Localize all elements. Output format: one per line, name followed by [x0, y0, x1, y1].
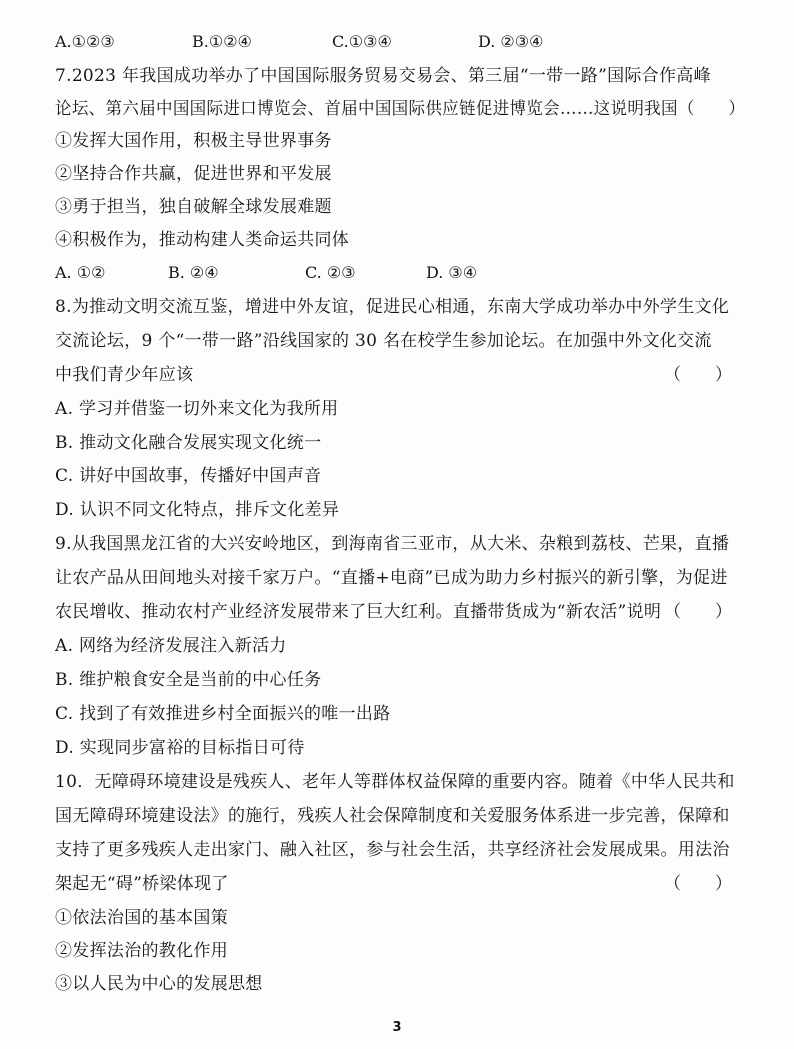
q7-option-c: C. ②③ [305, 263, 356, 282]
q7-item: ②坚持合作共赢，促进世界和平发展 [55, 164, 332, 184]
q9-answer-blank: （ ） [664, 602, 732, 622]
q7-stem-line: 7.2023 年我国成功举办了中国国际服务贸易交易会、第三届“一带一路”国际合作高峰 [55, 66, 711, 86]
q7-stem-line: 论坛、第六届中国国际进口博览会、首届中国国际供应链促进博览会……这说明我国（ ） [55, 99, 746, 119]
q6-option-c: C.①③④ [332, 32, 392, 51]
q8-answer-blank: （ ） [664, 365, 732, 385]
q10-answer-blank: （ ） [664, 874, 732, 894]
q7-option-b: B. ②④ [168, 263, 219, 282]
q9-stem-line: 让农产品从田间地头对接千家万户。“直播+电商”已成为助力乡村振兴的新引擎，为促进 [55, 568, 728, 588]
q9-stem-line: 农民增收、推动农村产业经济发展带来了巨大红利。直播带货成为“新农活”说明 [55, 602, 662, 622]
q10-stem-line: 架起无“碍”桥梁体现了 [55, 874, 229, 894]
q9-stem-line: 9.从我国黑龙江省的大兴安岭地区，到海南省三亚市，从大米、杂粮到荔枝、芒果，直播 [55, 534, 730, 554]
q7-item: ③勇于担当，独自破解全球发展难题 [55, 197, 332, 217]
q9-option-d: D. 实现同步富裕的目标指日可待 [55, 738, 305, 758]
q10-stem-line: 10．无障碍环境建设是残疾人、老年人等群体权益保障的重要内容。随着《中华人民共和 [55, 772, 735, 792]
q8-option-c: C. 讲好中国故事，传播好中国声音 [55, 466, 322, 486]
q7-item: ④积极作为，推动构建人类命运共同体 [55, 230, 350, 250]
q8-option-d: D. 认识不同文化特点，排斥文化差异 [55, 500, 340, 520]
q8-stem-line: 交流论坛，9 个“一带一路”沿线国家的 30 名在校学生参加论坛。在加强中外文化交流 [55, 331, 712, 351]
q6-option-a: A.①②③ [55, 32, 115, 51]
q7-option-d: D. ③④ [426, 263, 478, 282]
q10-item: ①依法治国的基本国策 [55, 908, 228, 928]
page-number: 3 [392, 1020, 402, 1035]
q7-options [55, 261, 755, 285]
q9-option-c: C. 找到了有效推进乡村全面振兴的唯一出路 [55, 704, 391, 724]
q8-option-a: A. 学习并借鉴一切外来文化为我所用 [55, 399, 339, 419]
q10-stem-line: 国无障碍环境建设法》的施行，残疾人社会保障制度和关爱服务体系进一步完善，保障和 [55, 806, 730, 826]
q6-option-d: D. ②③④ [478, 32, 544, 51]
q6-option-b: B.①②④ [192, 32, 252, 51]
q10-item: ②发挥法治的教化作用 [55, 941, 228, 961]
q8-stem-line: 中我们青少年应该 [55, 365, 194, 385]
q10-stem-line: 支持了更多残疾人走出家门、融入社区，参与社会生活，共享经济社会发展成果。用法治 [55, 840, 730, 860]
q8-option-b: B. 推动文化融合发展实现文化统一 [55, 433, 322, 453]
q7-option-a: A. ①② [55, 263, 106, 282]
q9-option-b: B. 维护粮食安全是当前的中心任务 [55, 670, 322, 690]
q7-item: ①发挥大国作用，积极主导世界事务 [55, 131, 332, 151]
q6-options [55, 30, 755, 54]
q8-stem-line: 8.为推动文明交流互鉴，增进中外友谊，促进民心相通，东南大学成功举办中外学生文化 [55, 297, 730, 317]
q10-item: ③以人民为中心的发展思想 [55, 974, 263, 994]
q9-option-a: A. 网络为经济发展注入新活力 [55, 636, 287, 656]
